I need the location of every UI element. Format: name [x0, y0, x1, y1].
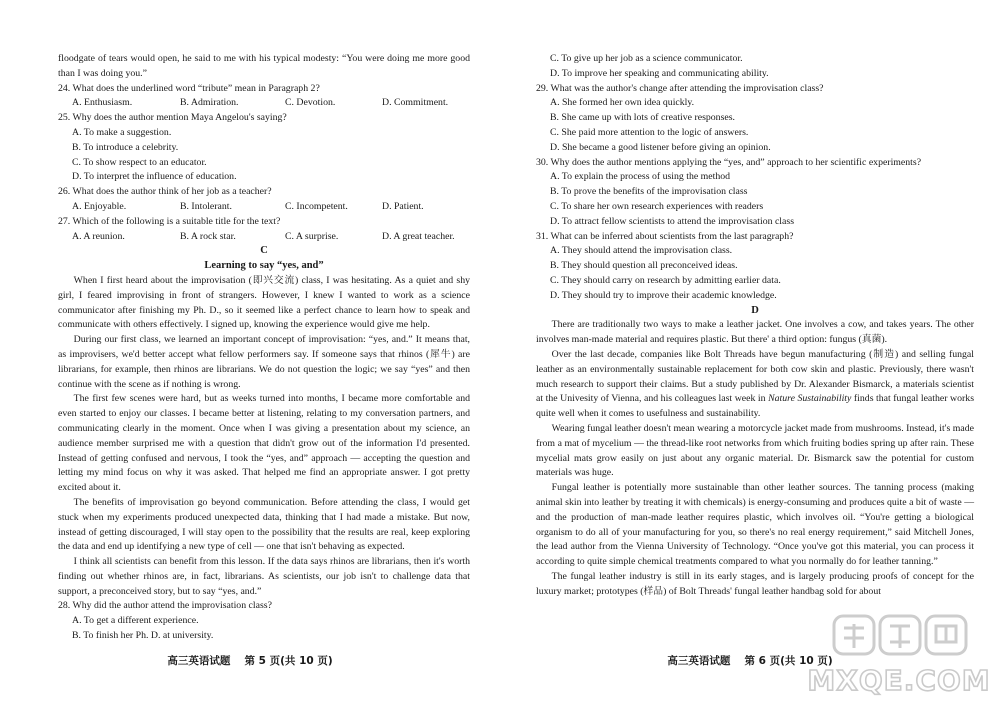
option-c[interactable]: C. To give up her job as a science communicator. — [550, 53, 743, 64]
option-c[interactable]: C. Devotion. — [285, 97, 336, 109]
question-28 — [58, 599, 470, 643]
passage-d-paragraph-5: The fungal leather industry is still in its early stages, and is largely producing proofs of concept for the luxury market; prototypes (样品) of Bolt Threads' fungal leather handbag sold for about — [536, 570, 974, 597]
option-a[interactable]: A. Enthusiasm. — [72, 97, 133, 109]
passage-d-paragraph-3: Wearing fungal leather doesn't mean wearing a motorcycle jacket made from mushrooms. Instead, it's made from a mat of mycelium — the thread-like root networks from which fruiting bodies spring up after rain. These mycelial mats grow easily on just about any organic material. Dr. Bismarck saw the potential for custom materials was huge. — [536, 422, 974, 479]
option-d[interactable]: D. To attract fellow scientists to attend the improvisation class — [550, 215, 795, 227]
question-27 — [58, 215, 470, 245]
right-page — [500, 0, 1000, 707]
question-26 — [58, 185, 470, 215]
option-b[interactable]: B. To finish her Ph. D. at university. — [72, 630, 214, 642]
passage-c-paragraph-5: I think all scientists can benefit from this lesson. If the data says rhinos are librarians, then it's worth finding out whether rhinos are, in fact, librarians. As scientists, our job isn't to challenge data that support, a preconceived story, but to say “yes, and.” — [58, 556, 470, 597]
option-d[interactable]: D. Patient. — [382, 200, 424, 212]
option-b[interactable]: B. Intolerant. — [180, 200, 232, 212]
option-d[interactable]: D. To improve her speaking and communicating ability. — [550, 67, 769, 79]
option-a[interactable]: A. A reunion. — [72, 230, 125, 242]
options-row — [58, 96, 470, 111]
option-a[interactable]: A. To explain the process of using the method — [550, 171, 731, 183]
passage-d-paragraph-2 — [536, 348, 974, 422]
option-d[interactable]: D. She became a good listener before giving an opinion. — [550, 141, 771, 153]
option-c[interactable]: C. A surprise. — [285, 230, 339, 242]
left-page-footer: 高三英语试题 第 5 页(共 10 页) — [167, 655, 333, 667]
passage-d-paragraph-4: Fungal leather is potentially more sustainable than other leather sources. The tanning process (making animal skin into leather by treating it with chemicals) is energy-consuming and produces quite a bit of waste — and the production of man-made leather requires plastic, which involves oil. “You're getting a biological organism to do all of your manufacturing for you, so there's no real energy requirement,” said Mitchell Jones, the lead author from the Vienna University of Technology. “Once you've got this material, you can process it according to quite simple chemical treatments compared to what you normally do for leather tanning.” — [536, 482, 974, 568]
question-stem: 31. What can be inferred about scientists from the last paragraph? — [536, 230, 794, 242]
options-row — [58, 230, 470, 245]
option-a[interactable]: A. They should attend the improvisation class. — [550, 245, 733, 257]
question-28-continued — [536, 52, 974, 82]
paragraph-text: finds that fungal leather works quite well when it comes to usefulness and sustainability. — [536, 393, 975, 420]
option-a[interactable]: A. She formed her own idea quickly. — [550, 97, 695, 109]
section-c-letter: C — [260, 245, 268, 257]
option-c[interactable]: C. Incompetent. — [285, 200, 348, 212]
question-stem: 30. Why does the author mentions applying the “yes, and” approach to her scientific experiments? — [536, 156, 922, 168]
question-30 — [536, 156, 974, 230]
option-b[interactable]: B. They should question all preconceived ideas. — [550, 260, 738, 272]
question-stem: 24. What does the underlined word “tribute” mean in Paragraph 2? — [58, 82, 320, 94]
option-d[interactable]: D. They should try to improve their academic knowledge. — [550, 289, 777, 301]
option-c[interactable]: C. To share her own research experiences with readers — [550, 200, 764, 212]
question-stem: 26. What does the author think of her job as a teacher? — [58, 186, 272, 198]
left-column — [58, 52, 470, 644]
option-c[interactable]: C. To show respect to an educator. — [72, 156, 207, 168]
question-25 — [58, 111, 470, 185]
option-d[interactable]: D. A great teacher. — [382, 230, 455, 242]
passage-d-paragraph-1: There are traditionally two ways to make a leather jacket. One involves a cow, and takes years. The other involves man-made material and requires plastic. But there' a third option: fungus (真菌). — [536, 319, 974, 346]
option-c[interactable]: C. They should carry on research by admitting earlier data. — [550, 274, 781, 286]
paragraph-text: Over the last decade, companies like Bolt Threads have begun manufacturing (制造) and selling fungal leather as an environmentally sustainable replacement for both cow skin and plastic. Previously, there wasn't much research to support their claims. But a study published by Dr. Alexander Bismarck, a materials scientist at the Univesity of Vienna, and his colleagues last week in — [536, 348, 974, 405]
question-stem: 25. Why does the author mention Maya Angelou's saying? — [58, 112, 287, 124]
passage-c-paragraph-4: The benefits of improvisation go beyond communication. Before attending the class, I would get stuck when my experiments produced unexpected data, thinking that I had made a mistake. But now, instead of getting discouraged, I will stay open to the possibility that the results are real, keep exploring the data and end up identifying a new type of cell — one that isn't behaving as expected. — [58, 496, 470, 553]
passage-c-paragraph-3: The first few scenes were hard, but as weeks turned into months, I became more comfortable and even started to enjoy our classes. I became better at listening, relating to my conversation partners, and communicating clearly in the moment. Once when I was giving a presentation about my science, an audience member surprised me with a question that didn't grow out of the information I'd presented. Instead of getting confused and nervous, I took the “yes, and” approach — accepting the question and letting my mind focus on why it was asked. That helped me find an appropriate answer. I got pretty excited about it. — [58, 393, 470, 494]
right-column — [536, 52, 974, 599]
question-24 — [58, 82, 470, 112]
passage-c-paragraph-1: When I first heard about the improvisation (即兴交流) class, I was hesitating. As a quiet and shy girl, I feared improvising in front of strangers. However, I knew I wanted to work as a science communicator after finishing my Ph. D., so it seemed like a perfect chance to learn how to speak and communicate with others effectively. I signed up, knowing the experience would give me help. — [58, 274, 470, 331]
option-c[interactable]: C. She paid more attention to the logic of answers. — [550, 126, 749, 138]
question-stem: 28. Why did the author attend the improvisation class? — [58, 600, 272, 612]
option-d[interactable]: D. To interpret the influence of education. — [72, 171, 237, 183]
option-b[interactable]: B. A rock star. — [180, 230, 236, 242]
option-b[interactable]: B. To prove the benefits of the improvisation class — [550, 186, 748, 198]
question-31 — [536, 230, 974, 304]
option-b[interactable]: B. To introduce a celebrity. — [72, 141, 179, 153]
question-stem: 27. Which of the following is a suitable title for the text? — [58, 215, 281, 227]
option-b[interactable]: B. She came up with lots of creative responses. — [550, 112, 736, 124]
option-a[interactable]: A. To make a suggestion. — [72, 126, 172, 138]
options-row — [58, 200, 470, 215]
option-b[interactable]: B. Admiration. — [180, 97, 239, 109]
option-a[interactable]: A. To get a different experience. — [72, 615, 199, 627]
right-page-footer: 高三英语试题 第 6 页(共 10 页) — [667, 655, 833, 667]
question-29 — [536, 82, 974, 156]
intro-continued-text: floodgate of tears would open, he said to me with his typical modesty: “You were doing me more good than I was doing you.” — [58, 53, 470, 79]
passage-c-title: Learning to say “yes, and” — [204, 260, 324, 272]
option-d[interactable]: D. Commitment. — [382, 97, 449, 109]
journal-name: Nature Sustainability — [768, 393, 852, 405]
passage-c-paragraph-2: During our first class, we learned an important concept of improvisation: “yes, and.” It means that, as improvisers, we'd better accept what fellow performers say. If someone says that rhinos (犀牛) are librarians, for example, then rhinos are librarians. We do not question the logic; we say “yes” and then continue with the scene as if nothing is wrong. — [58, 334, 470, 390]
watermark-text: MXQE.COM — [807, 664, 991, 697]
section-d-letter: D — [751, 304, 759, 316]
question-stem: 29. What was the author's change after attending the improvisation class? — [536, 82, 824, 94]
option-a[interactable]: A. Enjoyable. — [72, 200, 127, 212]
